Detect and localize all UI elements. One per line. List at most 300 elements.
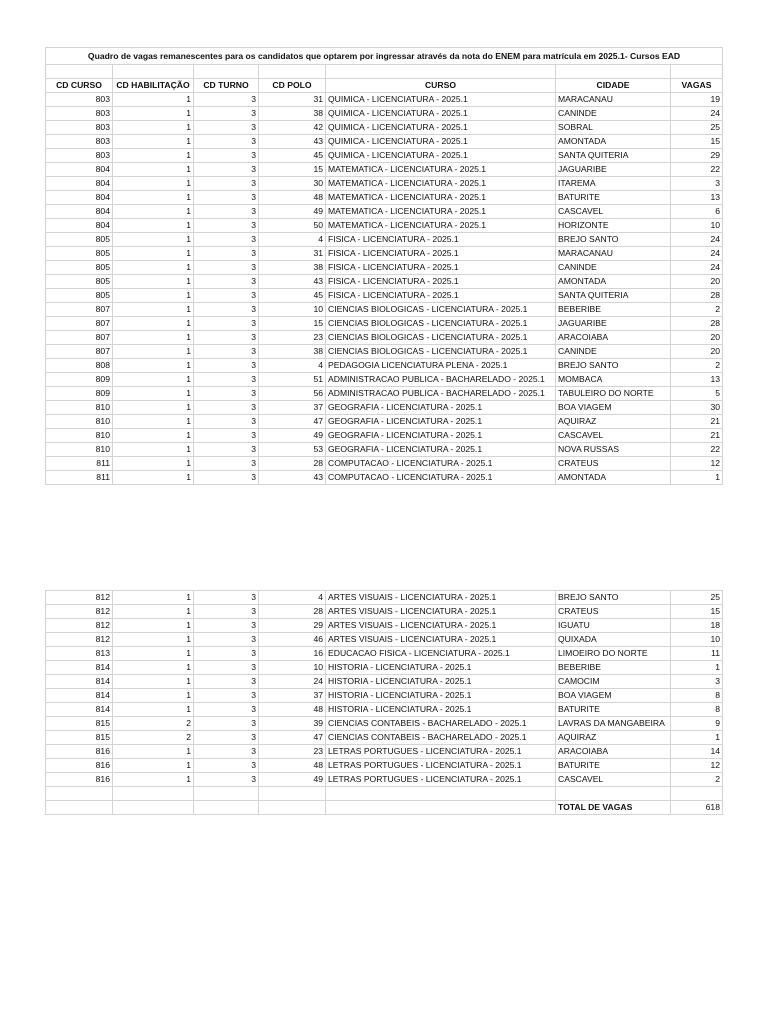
cell-cd-curso: 809 bbox=[46, 373, 113, 387]
table-row bbox=[46, 163, 723, 177]
table-row bbox=[46, 415, 723, 429]
cell-cidade: BOA VIAGEM bbox=[556, 689, 671, 703]
cell-cd-curso: 805 bbox=[46, 261, 113, 275]
cell-cd-polo: 23 bbox=[259, 331, 326, 345]
cell-cidade: ITAREMA bbox=[556, 177, 671, 191]
table-row bbox=[46, 107, 723, 121]
cell-cd-habilitacao: 1 bbox=[113, 345, 194, 359]
cell-cd-habilitacao: 1 bbox=[113, 387, 194, 401]
cell-curso: MATEMATICA - LICENCIATURA - 2025.1 bbox=[326, 177, 556, 191]
cell-cd-turno: 3 bbox=[194, 135, 259, 149]
cell-cidade: CRATEUS bbox=[556, 605, 671, 619]
cell-cd-curso: 804 bbox=[46, 219, 113, 233]
cell-cd-habilitacao: 1 bbox=[113, 745, 194, 759]
table-row bbox=[46, 191, 723, 205]
cell-curso: LETRAS PORTUGUES - LICENCIATURA - 2025.1 bbox=[326, 773, 556, 787]
cell-curso: GEOGRAFIA - LICENCIATURA - 2025.1 bbox=[326, 443, 556, 457]
cell-cd-polo: 48 bbox=[259, 703, 326, 717]
cell-cd-turno: 3 bbox=[194, 429, 259, 443]
cell-cd-habilitacao: 1 bbox=[113, 93, 194, 107]
cell-cidade: TABULEIRO DO NORTE bbox=[556, 387, 671, 401]
total-value: 618 bbox=[671, 801, 723, 815]
cell-cd-turno: 3 bbox=[194, 647, 259, 661]
cell-vagas: 2 bbox=[671, 359, 723, 373]
cell-cd-curso: 810 bbox=[46, 443, 113, 457]
cell-cd-curso: 804 bbox=[46, 205, 113, 219]
cell-cd-polo: 49 bbox=[259, 773, 326, 787]
table-row bbox=[46, 289, 723, 303]
cell-cd-habilitacao: 1 bbox=[113, 191, 194, 205]
cell-cd-habilitacao: 1 bbox=[113, 177, 194, 191]
cell-curso: GEOGRAFIA - LICENCIATURA - 2025.1 bbox=[326, 429, 556, 443]
cell-cidade: CANINDE bbox=[556, 261, 671, 275]
cell-curso: MATEMATICA - LICENCIATURA - 2025.1 bbox=[326, 205, 556, 219]
cell-cd-turno: 3 bbox=[194, 163, 259, 177]
cell-cidade: CASCAVEL bbox=[556, 773, 671, 787]
cell-cd-polo: 38 bbox=[259, 107, 326, 121]
blank-row bbox=[46, 65, 723, 79]
cell-vagas: 20 bbox=[671, 275, 723, 289]
cell-cd-polo: 53 bbox=[259, 443, 326, 457]
cell-curso: CIENCIAS CONTABEIS - BACHARELADO - 2025.1 bbox=[326, 717, 556, 731]
cell-curso: CIENCIAS BIOLOGICAS - LICENCIATURA - 2025.1 bbox=[326, 331, 556, 345]
header-cd-habilitacao: CD HABILITAÇÃO bbox=[113, 79, 194, 93]
blank-row bbox=[46, 787, 723, 801]
cell-cd-curso: 814 bbox=[46, 661, 113, 675]
cell-cd-curso: 812 bbox=[46, 591, 113, 605]
cell-curso: ADMINISTRACAO PUBLICA - BACHARELADO - 2025.1 bbox=[326, 373, 556, 387]
cell-cd-polo: 39 bbox=[259, 717, 326, 731]
cell-cd-polo: 43 bbox=[259, 135, 326, 149]
vacancies-table-page1 bbox=[45, 47, 723, 485]
cell-vagas: 3 bbox=[671, 177, 723, 191]
table-row bbox=[46, 633, 723, 647]
table-row bbox=[46, 689, 723, 703]
table-row bbox=[46, 745, 723, 759]
cell-cd-polo: 51 bbox=[259, 373, 326, 387]
cell-cd-polo: 38 bbox=[259, 345, 326, 359]
cell-cd-habilitacao: 1 bbox=[113, 619, 194, 633]
cell-curso: CIENCIAS BIOLOGICAS - LICENCIATURA - 2025.1 bbox=[326, 317, 556, 331]
cell-cd-polo: 4 bbox=[259, 591, 326, 605]
cell-curso: FISICA - LICENCIATURA - 2025.1 bbox=[326, 275, 556, 289]
cell-cidade: AQUIRAZ bbox=[556, 415, 671, 429]
cell-cidade: SOBRAL bbox=[556, 121, 671, 135]
cell-cd-curso: 815 bbox=[46, 731, 113, 745]
cell-cd-polo: 28 bbox=[259, 605, 326, 619]
cell-cd-polo: 43 bbox=[259, 471, 326, 485]
cell-curso: FISICA - LICENCIATURA - 2025.1 bbox=[326, 289, 556, 303]
cell-vagas: 20 bbox=[671, 331, 723, 345]
total-label: TOTAL DE VAGAS bbox=[556, 801, 671, 815]
cell-cd-turno: 3 bbox=[194, 303, 259, 317]
cell-cd-habilitacao: 1 bbox=[113, 429, 194, 443]
cell-cd-habilitacao: 1 bbox=[113, 275, 194, 289]
cell-cd-curso: 816 bbox=[46, 773, 113, 787]
cell-cidade: CASCAVEL bbox=[556, 205, 671, 219]
cell-cd-turno: 3 bbox=[194, 205, 259, 219]
cell-cd-habilitacao: 1 bbox=[113, 633, 194, 647]
cell-cd-habilitacao: 1 bbox=[113, 317, 194, 331]
cell-cidade: HORIZONTE bbox=[556, 219, 671, 233]
cell-curso: LETRAS PORTUGUES - LICENCIATURA - 2025.1 bbox=[326, 745, 556, 759]
cell-cd-habilitacao: 1 bbox=[113, 443, 194, 457]
cell-cd-polo: 28 bbox=[259, 457, 326, 471]
cell-cidade: BEBERIBE bbox=[556, 661, 671, 675]
cell-curso: FISICA - LICENCIATURA - 2025.1 bbox=[326, 247, 556, 261]
cell-vagas: 19 bbox=[671, 93, 723, 107]
table-row bbox=[46, 457, 723, 471]
cell-cd-turno: 3 bbox=[194, 745, 259, 759]
cell-cd-turno: 3 bbox=[194, 619, 259, 633]
cell-cd-turno: 3 bbox=[194, 107, 259, 121]
cell-vagas: 21 bbox=[671, 415, 723, 429]
cell-cd-polo: 16 bbox=[259, 647, 326, 661]
cell-cd-habilitacao: 1 bbox=[113, 107, 194, 121]
cell-vagas: 2 bbox=[671, 773, 723, 787]
cell-cd-habilitacao: 2 bbox=[113, 717, 194, 731]
cell-curso: HISTORIA - LICENCIATURA - 2025.1 bbox=[326, 675, 556, 689]
cell-cd-polo: 24 bbox=[259, 675, 326, 689]
cell-cidade: AMONTADA bbox=[556, 471, 671, 485]
cell-curso: MATEMATICA - LICENCIATURA - 2025.1 bbox=[326, 219, 556, 233]
cell-cd-turno: 3 bbox=[194, 191, 259, 205]
cell-cd-habilitacao: 1 bbox=[113, 247, 194, 261]
cell-cd-turno: 3 bbox=[194, 247, 259, 261]
cell-vagas: 24 bbox=[671, 247, 723, 261]
cell-cd-polo: 31 bbox=[259, 93, 326, 107]
cell-curso: QUIMICA - LICENCIATURA - 2025.1 bbox=[326, 149, 556, 163]
cell-cd-polo: 38 bbox=[259, 261, 326, 275]
cell-vagas: 28 bbox=[671, 289, 723, 303]
table-row bbox=[46, 317, 723, 331]
cell-vagas: 22 bbox=[671, 443, 723, 457]
cell-cd-curso: 811 bbox=[46, 471, 113, 485]
cell-cd-habilitacao: 1 bbox=[113, 135, 194, 149]
cell-curso: ARTES VISUAIS - LICENCIATURA - 2025.1 bbox=[326, 591, 556, 605]
cell-cd-habilitacao: 1 bbox=[113, 373, 194, 387]
header-vagas: VAGAS bbox=[671, 79, 723, 93]
cell-cd-turno: 3 bbox=[194, 605, 259, 619]
cell-vagas: 14 bbox=[671, 745, 723, 759]
table-row bbox=[46, 205, 723, 219]
cell-cd-curso: 810 bbox=[46, 429, 113, 443]
cell-cidade: BATURITE bbox=[556, 759, 671, 773]
cell-cd-curso: 803 bbox=[46, 93, 113, 107]
cell-cidade: SANTA QUITERIA bbox=[556, 289, 671, 303]
cell-cd-habilitacao: 1 bbox=[113, 661, 194, 675]
cell-cd-turno: 3 bbox=[194, 703, 259, 717]
cell-cd-habilitacao: 1 bbox=[113, 121, 194, 135]
header-cd-turno: CD TURNO bbox=[194, 79, 259, 93]
cell-cd-turno: 3 bbox=[194, 121, 259, 135]
table-row bbox=[46, 401, 723, 415]
cell-cd-habilitacao: 1 bbox=[113, 289, 194, 303]
cell-curso: ARTES VISUAIS - LICENCIATURA - 2025.1 bbox=[326, 619, 556, 633]
cell-cd-curso: 805 bbox=[46, 275, 113, 289]
cell-cd-turno: 3 bbox=[194, 149, 259, 163]
cell-cd-polo: 10 bbox=[259, 661, 326, 675]
cell-cd-curso: 804 bbox=[46, 177, 113, 191]
table-row bbox=[46, 149, 723, 163]
cell-vagas: 9 bbox=[671, 717, 723, 731]
cell-vagas: 8 bbox=[671, 689, 723, 703]
cell-cidade: AMONTADA bbox=[556, 135, 671, 149]
table-row bbox=[46, 373, 723, 387]
cell-cd-turno: 3 bbox=[194, 261, 259, 275]
cell-curso: GEOGRAFIA - LICENCIATURA - 2025.1 bbox=[326, 401, 556, 415]
cell-cd-polo: 46 bbox=[259, 633, 326, 647]
cell-cd-polo: 45 bbox=[259, 289, 326, 303]
cell-cd-habilitacao: 1 bbox=[113, 219, 194, 233]
cell-cd-curso: 815 bbox=[46, 717, 113, 731]
cell-cidade: CRATEUS bbox=[556, 457, 671, 471]
cell-vagas: 13 bbox=[671, 191, 723, 205]
cell-cd-habilitacao: 1 bbox=[113, 233, 194, 247]
cell-cidade: NOVA RUSSAS bbox=[556, 443, 671, 457]
cell-cd-habilitacao: 1 bbox=[113, 163, 194, 177]
table-row bbox=[46, 759, 723, 773]
cell-vagas: 13 bbox=[671, 373, 723, 387]
vacancies-table-page2 bbox=[45, 590, 723, 815]
table-row bbox=[46, 387, 723, 401]
cell-cidade: AQUIRAZ bbox=[556, 731, 671, 745]
cell-vagas: 22 bbox=[671, 163, 723, 177]
cell-vagas: 24 bbox=[671, 233, 723, 247]
cell-curso: QUIMICA - LICENCIATURA - 2025.1 bbox=[326, 135, 556, 149]
table-row bbox=[46, 261, 723, 275]
table-row bbox=[46, 605, 723, 619]
cell-cd-habilitacao: 1 bbox=[113, 675, 194, 689]
table-row bbox=[46, 345, 723, 359]
cell-cd-curso: 809 bbox=[46, 387, 113, 401]
cell-cd-turno: 3 bbox=[194, 93, 259, 107]
cell-cidade: CANINDE bbox=[556, 107, 671, 121]
cell-cd-polo: 31 bbox=[259, 247, 326, 261]
table-row bbox=[46, 331, 723, 345]
cell-vagas: 15 bbox=[671, 605, 723, 619]
cell-cd-turno: 3 bbox=[194, 457, 259, 471]
table-row bbox=[46, 773, 723, 787]
cell-cd-curso: 805 bbox=[46, 247, 113, 261]
cell-cidade: QUIXADA bbox=[556, 633, 671, 647]
cell-cidade: AMONTADA bbox=[556, 275, 671, 289]
cell-vagas: 10 bbox=[671, 219, 723, 233]
cell-cd-turno: 3 bbox=[194, 731, 259, 745]
cell-vagas: 15 bbox=[671, 135, 723, 149]
cell-cd-turno: 3 bbox=[194, 373, 259, 387]
cell-cd-polo: 47 bbox=[259, 415, 326, 429]
cell-vagas: 25 bbox=[671, 121, 723, 135]
table-row bbox=[46, 661, 723, 675]
cell-cd-curso: 807 bbox=[46, 317, 113, 331]
title-row bbox=[46, 48, 723, 65]
cell-vagas: 28 bbox=[671, 317, 723, 331]
cell-cd-polo: 49 bbox=[259, 429, 326, 443]
cell-cidade: BREJO SANTO bbox=[556, 591, 671, 605]
cell-curso: QUIMICA - LICENCIATURA - 2025.1 bbox=[326, 107, 556, 121]
cell-cd-habilitacao: 2 bbox=[113, 731, 194, 745]
table-row bbox=[46, 675, 723, 689]
cell-cd-habilitacao: 1 bbox=[113, 703, 194, 717]
cell-cidade: LIMOEIRO DO NORTE bbox=[556, 647, 671, 661]
cell-curso: ARTES VISUAIS - LICENCIATURA - 2025.1 bbox=[326, 633, 556, 647]
table-row bbox=[46, 703, 723, 717]
cell-curso: QUIMICA - LICENCIATURA - 2025.1 bbox=[326, 93, 556, 107]
cell-cd-polo: 4 bbox=[259, 359, 326, 373]
cell-cd-curso: 816 bbox=[46, 759, 113, 773]
cell-curso: HISTORIA - LICENCIATURA - 2025.1 bbox=[326, 661, 556, 675]
cell-cd-habilitacao: 1 bbox=[113, 205, 194, 219]
cell-cd-curso: 804 bbox=[46, 163, 113, 177]
sheet-title: Quadro de vagas remanescentes para os candidatos que optarem por ingressar através da nota do ENEM para matrícula em 2025.1- Cursos EAD bbox=[46, 48, 723, 65]
cell-cd-polo: 15 bbox=[259, 317, 326, 331]
cell-cd-turno: 3 bbox=[194, 717, 259, 731]
cell-vagas: 12 bbox=[671, 759, 723, 773]
cell-vagas: 1 bbox=[671, 731, 723, 745]
cell-cd-turno: 3 bbox=[194, 675, 259, 689]
cell-cd-turno: 3 bbox=[194, 661, 259, 675]
table-row bbox=[46, 177, 723, 191]
cell-curso: PEDAGOGIA LICENCIATURA PLENA - 2025.1 bbox=[326, 359, 556, 373]
cell-cd-turno: 3 bbox=[194, 591, 259, 605]
cell-cd-habilitacao: 1 bbox=[113, 759, 194, 773]
cell-cd-turno: 3 bbox=[194, 401, 259, 415]
cell-cidade: JAGUARIBE bbox=[556, 317, 671, 331]
cell-cd-polo: 47 bbox=[259, 731, 326, 745]
cell-vagas: 29 bbox=[671, 149, 723, 163]
header-cd-polo: CD POLO bbox=[259, 79, 326, 93]
cell-cd-habilitacao: 1 bbox=[113, 303, 194, 317]
cell-cd-curso: 816 bbox=[46, 745, 113, 759]
cell-curso: MATEMATICA - LICENCIATURA - 2025.1 bbox=[326, 163, 556, 177]
cell-vagas: 3 bbox=[671, 675, 723, 689]
cell-cd-turno: 3 bbox=[194, 387, 259, 401]
cell-cd-curso: 805 bbox=[46, 233, 113, 247]
header-cd-curso: CD CURSO bbox=[46, 79, 113, 93]
cell-cd-curso: 812 bbox=[46, 633, 113, 647]
cell-cd-curso: 803 bbox=[46, 135, 113, 149]
table-row bbox=[46, 471, 723, 485]
cell-cd-habilitacao: 1 bbox=[113, 359, 194, 373]
table-row bbox=[46, 135, 723, 149]
cell-cd-curso: 807 bbox=[46, 331, 113, 345]
cell-cidade: MARACANAU bbox=[556, 93, 671, 107]
cell-cidade: CANINDE bbox=[556, 345, 671, 359]
table-row bbox=[46, 647, 723, 661]
cell-cidade: CASCAVEL bbox=[556, 429, 671, 443]
cell-cd-polo: 4 bbox=[259, 233, 326, 247]
cell-cd-polo: 37 bbox=[259, 689, 326, 703]
total-row bbox=[46, 801, 723, 815]
cell-cd-turno: 3 bbox=[194, 759, 259, 773]
cell-cd-curso: 805 bbox=[46, 289, 113, 303]
cell-cd-curso: 804 bbox=[46, 191, 113, 205]
cell-cd-polo: 49 bbox=[259, 205, 326, 219]
cell-cd-turno: 3 bbox=[194, 317, 259, 331]
cell-curso: EDUCACAO FISICA - LICENCIATURA - 2025.1 bbox=[326, 647, 556, 661]
cell-cd-polo: 50 bbox=[259, 219, 326, 233]
cell-vagas: 24 bbox=[671, 107, 723, 121]
cell-cd-polo: 45 bbox=[259, 149, 326, 163]
table-row bbox=[46, 303, 723, 317]
cell-cd-turno: 3 bbox=[194, 471, 259, 485]
cell-vagas: 1 bbox=[671, 661, 723, 675]
table-row bbox=[46, 717, 723, 731]
cell-cd-habilitacao: 1 bbox=[113, 591, 194, 605]
cell-cd-curso: 807 bbox=[46, 345, 113, 359]
cell-cd-curso: 810 bbox=[46, 415, 113, 429]
cell-cd-curso: 812 bbox=[46, 619, 113, 633]
cell-cd-curso: 812 bbox=[46, 605, 113, 619]
cell-cd-curso: 803 bbox=[46, 149, 113, 163]
table-row bbox=[46, 591, 723, 605]
cell-cd-habilitacao: 1 bbox=[113, 773, 194, 787]
cell-cidade: BOA VIAGEM bbox=[556, 401, 671, 415]
cell-cd-polo: 10 bbox=[259, 303, 326, 317]
cell-cd-polo: 56 bbox=[259, 387, 326, 401]
table-row bbox=[46, 429, 723, 443]
cell-curso: COMPUTACAO - LICENCIATURA - 2025.1 bbox=[326, 457, 556, 471]
cell-cd-turno: 3 bbox=[194, 443, 259, 457]
cell-cd-habilitacao: 1 bbox=[113, 149, 194, 163]
cell-vagas: 25 bbox=[671, 591, 723, 605]
cell-curso: MATEMATICA - LICENCIATURA - 2025.1 bbox=[326, 191, 556, 205]
cell-vagas: 20 bbox=[671, 345, 723, 359]
cell-cidade: BEBERIBE bbox=[556, 303, 671, 317]
cell-vagas: 12 bbox=[671, 457, 723, 471]
cell-curso: GEOGRAFIA - LICENCIATURA - 2025.1 bbox=[326, 415, 556, 429]
cell-cd-curso: 810 bbox=[46, 401, 113, 415]
cell-cd-turno: 3 bbox=[194, 345, 259, 359]
cell-curso: CIENCIAS BIOLOGICAS - LICENCIATURA - 2025.1 bbox=[326, 303, 556, 317]
cell-curso: LETRAS PORTUGUES - LICENCIATURA - 2025.1 bbox=[326, 759, 556, 773]
cell-vagas: 21 bbox=[671, 429, 723, 443]
cell-cd-polo: 30 bbox=[259, 177, 326, 191]
table-row bbox=[46, 443, 723, 457]
cell-cidade: MOMBACA bbox=[556, 373, 671, 387]
cell-cd-curso: 814 bbox=[46, 689, 113, 703]
cell-cd-polo: 43 bbox=[259, 275, 326, 289]
cell-cd-turno: 3 bbox=[194, 275, 259, 289]
cell-curso: CIENCIAS BIOLOGICAS - LICENCIATURA - 2025.1 bbox=[326, 345, 556, 359]
cell-curso: FISICA - LICENCIATURA - 2025.1 bbox=[326, 261, 556, 275]
cell-cd-curso: 807 bbox=[46, 303, 113, 317]
cell-curso: CIENCIAS CONTABEIS - BACHARELADO - 2025.1 bbox=[326, 731, 556, 745]
cell-cidade: JAGUARIBE bbox=[556, 163, 671, 177]
cell-cd-habilitacao: 1 bbox=[113, 401, 194, 415]
cell-cd-polo: 48 bbox=[259, 759, 326, 773]
cell-cd-habilitacao: 1 bbox=[113, 457, 194, 471]
cell-cd-habilitacao: 1 bbox=[113, 647, 194, 661]
cell-cidade: CAMOCIM bbox=[556, 675, 671, 689]
cell-cd-polo: 48 bbox=[259, 191, 326, 205]
cell-curso: QUIMICA - LICENCIATURA - 2025.1 bbox=[326, 121, 556, 135]
header-cidade: CIDADE bbox=[556, 79, 671, 93]
cell-cd-habilitacao: 1 bbox=[113, 331, 194, 345]
cell-cd-curso: 814 bbox=[46, 703, 113, 717]
cell-cidade: MARACANAU bbox=[556, 247, 671, 261]
cell-cidade: BATURITE bbox=[556, 191, 671, 205]
cell-curso: COMPUTACAO - LICENCIATURA - 2025.1 bbox=[326, 471, 556, 485]
cell-vagas: 8 bbox=[671, 703, 723, 717]
cell-cd-turno: 3 bbox=[194, 359, 259, 373]
cell-cd-turno: 3 bbox=[194, 289, 259, 303]
cell-cd-polo: 23 bbox=[259, 745, 326, 759]
cell-curso: HISTORIA - LICENCIATURA - 2025.1 bbox=[326, 703, 556, 717]
cell-cd-curso: 814 bbox=[46, 675, 113, 689]
cell-cd-turno: 3 bbox=[194, 773, 259, 787]
